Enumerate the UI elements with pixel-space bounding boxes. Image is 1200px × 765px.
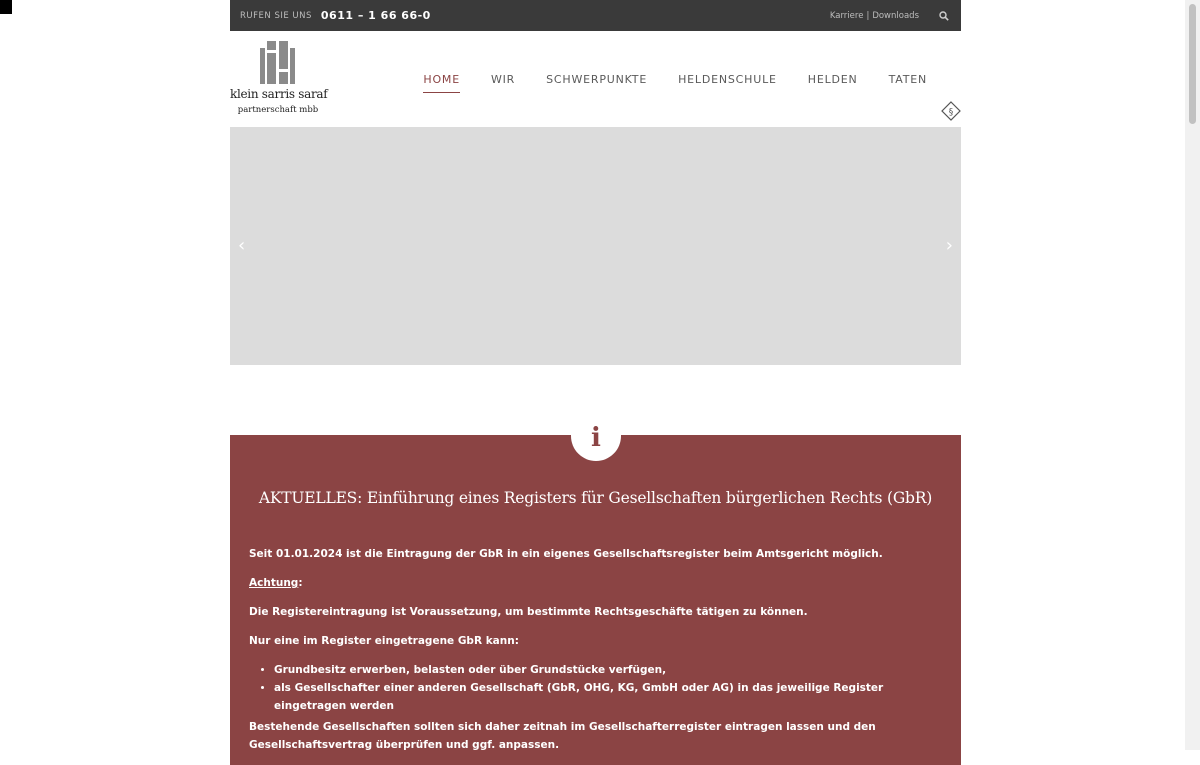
nav-item-helden[interactable]: HELDEN bbox=[807, 72, 858, 86]
info-glyph: i bbox=[591, 423, 601, 453]
page-scrollbar[interactable] bbox=[1185, 0, 1200, 750]
hero-slider bbox=[230, 127, 961, 365]
news-paragraph-2: Die Registereintragung ist Voraussetzung, um bestimmte Rechtsgeschäfte tätigen zu können. bbox=[249, 606, 808, 618]
news-section bbox=[230, 423, 961, 765]
page-wrapper bbox=[230, 0, 961, 751]
karriere-link[interactable]: Karriere bbox=[829, 10, 864, 21]
slider-prev-icon[interactable]: ‹ bbox=[238, 235, 246, 256]
logo-name: klein sarris saraf bbox=[230, 87, 328, 101]
nav-item-home[interactable]: HOME bbox=[423, 69, 460, 90]
nav-item-taten[interactable]: TATEN bbox=[888, 72, 927, 86]
news-title: AKTUELLES: Einführung eines Registers für Gesellschaften bürgerlichen Rechts (GbR) bbox=[258, 489, 933, 507]
achtung-label: Achtung bbox=[249, 577, 299, 589]
link-separator: | bbox=[866, 10, 870, 21]
top-bar bbox=[230, 0, 961, 31]
logo[interactable] bbox=[230, 41, 326, 121]
achtung-line bbox=[249, 574, 949, 592]
phone-number[interactable]: 0611 – 1 66 66-0 bbox=[320, 9, 431, 22]
news-paragraph-4: Bestehende Gesellschaften sollten sich daher zeitnah im Gesellschafterregister eintragen lassen und den Gesellschaftsvertrag überprüfen und ggf. anpassen. bbox=[249, 721, 876, 751]
nav-item-heldenschule[interactable]: HELDENSCHULE bbox=[678, 72, 777, 86]
corner-mark bbox=[0, 0, 12, 14]
news-list bbox=[274, 661, 949, 715]
nav-item-schwerpunkte[interactable]: SCHWERPUNKTE bbox=[546, 72, 648, 86]
badge-text: § bbox=[948, 107, 954, 118]
news-body bbox=[249, 545, 949, 765]
news-paragraph-1: Seit 01.01.2024 ist die Eintragung der GbR in ein eigenes Gesellschaftsregister beim Amtsgericht möglich. bbox=[249, 548, 883, 560]
achtung-colon: : bbox=[298, 577, 303, 589]
site-header bbox=[230, 31, 961, 127]
list-item: • als Gesellschafter einer anderen Gesellschaft (GbR, OHG, KG, GmbH oder AG) in das jeweilige Register eingetragen werden bbox=[274, 679, 949, 715]
logo-mark bbox=[260, 41, 296, 87]
logo-subtitle: partnerschaft mbb bbox=[237, 105, 319, 115]
call-label: RUFEN SIE UNS bbox=[240, 10, 312, 21]
nav-item-wir[interactable]: WIR bbox=[490, 72, 516, 86]
main-nav bbox=[392, 31, 927, 127]
top-links bbox=[830, 11, 919, 21]
info-icon bbox=[571, 407, 621, 461]
downloads-link[interactable]: Downloads bbox=[872, 10, 919, 21]
search-icon[interactable] bbox=[937, 9, 951, 23]
paragraph-badge-icon[interactable] bbox=[941, 101, 961, 121]
scrollbar-thumb[interactable] bbox=[1189, 4, 1196, 124]
news-paragraph-3: Nur eine im Register eingetragene GbR kann: bbox=[249, 635, 519, 647]
slider-next-icon[interactable]: › bbox=[945, 235, 953, 256]
list-item: • Grundbesitz erwerben, belasten oder über Grundstücke verfügen, bbox=[274, 661, 949, 679]
